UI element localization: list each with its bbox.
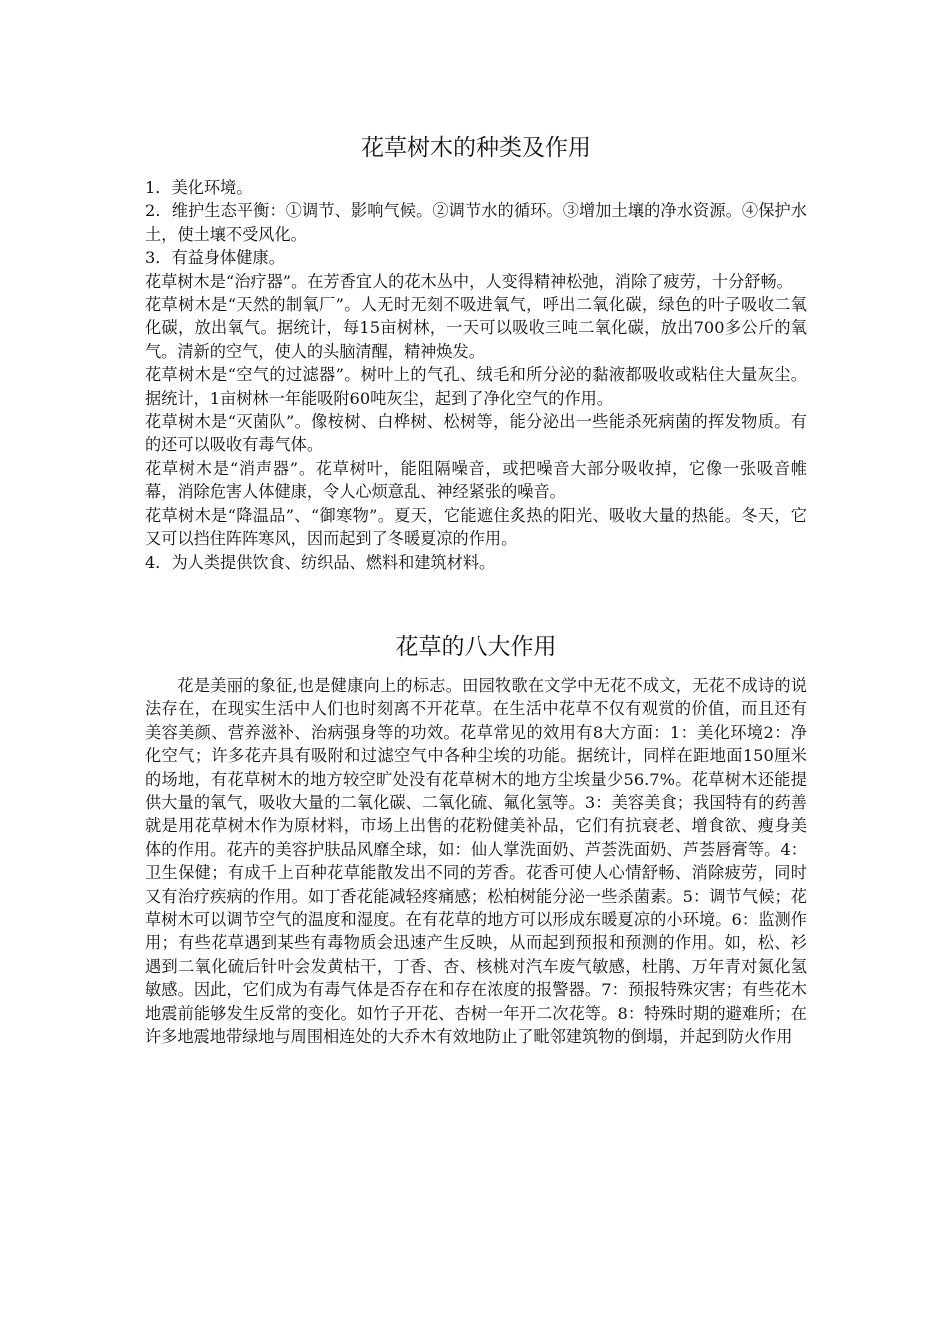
document-title: 花草树木的种类及作用	[361, 135, 591, 161]
paragraph: 花是美丽的象征,也是健康向上的标志。田园牧歌在文学中无花不成文，无花不成诗的说法存在，在现实生活中人们也时刻离不开花草。在生活中花草不仅有观赏的价值，而且还有美容美颜、营养滋补、治病强身等的功效。花草常见的效用有8大方面：1：美化环境2：净化空气；许多花卉具有吸附和过滤空气中各种尘埃的功能。据统计，同样在距地面150厘米的场地，有花草树木的地方较空旷处没有花草树木的地方尘埃量少56.7%。花草树木还能提供大量的氧气，吸收大量的二氧化碳、二氧化硫、氟化氢等。3：美容美食；我国特有的药善就是用花草树木作为原材料，市场上出售的花粉健美补品，它们有抗衰老、增食欲、瘦身美体的作用。花卉的美容护肤品风靡全球，如：仙人掌洗面奶、芦荟洗面奶、芦荟唇膏等。4：卫生保健；有成千上百种花草能散发出不同的芳香。花香可使人心情舒畅、消除疲劳，同时又有治疗疾病的作用。如丁香花能减轻疼痛感；松柏树能分泌一些杀菌素。5：调节气候；花草树木可以调节空气的温度和湿度。在有花草的地方可以形成东暖夏凉的小环境。6：监测作用；有些花草遇到某些有毒物质会迅速产生反映，从而起到预报和预测的作用。如，松、衫遇到二氧化硫后针叶会发黄枯干，丁香、杏、核桃对汽车废气敏感，杜鹃、万年青对氮化氢敏感。因此，它们成为有毒气体是否存在和存在浓度的报警器。7：预报特殊灾害；有些花木地震前能够发生反常的变化。如竹子开花、杏树一年开二次花等。8：特殊时期的避难所；在许多地震地带绿地与周围相连处的大乔木有效地防止了毗邻建筑物的倒塌，并起到防火作用	[145, 676, 807, 1047]
paragraph: 花草树木是“治疗器”。在芳香宜人的花木丛中，人变得精神松弛，消除了疲劳，十分舒畅。	[145, 271, 793, 291]
list-item: 2．维护生态平衡：①调节、影响气候。②调节水的循环。③增加土壤的净水资源。④保护水土，使土壤不受风化。	[145, 201, 807, 244]
list-item: 4．为人类提供饮食、纺织品、燃料和建筑材料。	[145, 552, 496, 572]
section-uses-of-plants	[145, 176, 807, 574]
paragraph: 花草树木是“消声器”。花草树叶，能阻隔噪音，或把噪音大部分吸收掉，它像一张吸音帷幕，消除危害人体健康，令人心烦意乱、神经紧张的噪音。	[145, 458, 807, 502]
paragraph: 花草树木是“天然的制氧厂”。人无时无刻不吸进氧气，呼出二氧化碳，绿色的叶子吸收二氧化碳，放出氧气。据统计，每15亩树林，一天可以吸收三吨二氧化碳，放出700多公斤的氧气。清新的空气，使人的头脑清醒，精神焕发。	[145, 295, 807, 361]
list-item: 3．有益身体健康。	[145, 248, 285, 268]
section-eight-effects	[145, 674, 807, 1049]
list-item: 1．美化环境。	[145, 178, 253, 197]
section-title: 花草的八大作用	[395, 634, 557, 660]
paragraph: 花草树木是“灭菌队”。像桉树、白桦树、松树等，能分泌出一些能杀死病菌的挥发物质。有的还可以吸收有毒气体。	[145, 412, 807, 455]
paragraph: 花草树木是“降温品”、“御寒物”。夏天，它能遮住炙热的阳光、吸收大量的热能。冬天，它又可以挡住阵阵寒风，因而起到了冬暖夏凉的作用。	[145, 505, 807, 549]
paragraph: 花草树木是“空气的过滤器”。树叶上的气孔、绒毛和所分泌的黏液都吸收或粘住大量灰尘。据统计，1亩树林一年能吸附60吨灰尘，起到了净化空气的作用。	[145, 365, 807, 408]
